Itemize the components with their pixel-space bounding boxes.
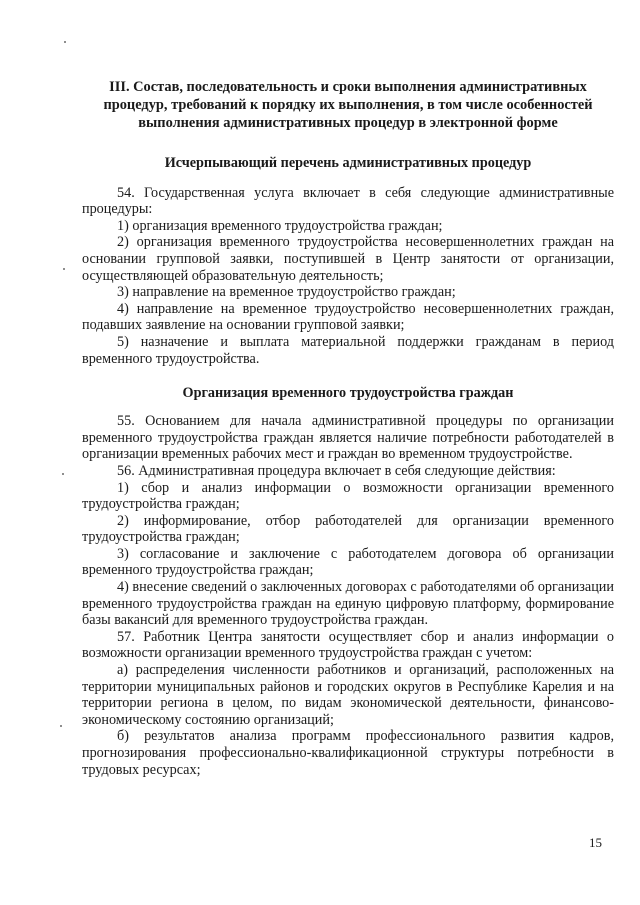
list-item: 1) организация временного трудоустройства граждан; (117, 217, 443, 234)
scan-speck (62, 473, 64, 475)
list-item: б) результатов анализа программ профессионального развития кадров, прогнозирования профессионально-квалификационной структуры потребности в трудовых ресурсах; (82, 728, 614, 778)
list-item: 3) направление на временное трудоустройство граждан; (117, 284, 456, 301)
list-item: 5) назначение и выплата материальной поддержки гражданам в период временного трудоустройства. (82, 333, 614, 367)
list-item: 3) согласование и заключение с работодателем договора об организации временного трудоустройства граждан; (82, 545, 614, 579)
section-subtitle: Исчерпывающий перечень административных процедур (164, 154, 532, 171)
page-number: 15 (589, 835, 602, 850)
section-title: III. Состав, последовательность и сроки выполнения административных процедур, требований к порядку их выполнения, в том числе особенностей выполнения административных процедур в электронной форме (103, 79, 593, 132)
list-item: 2) информирование, отбор работодателей для организации временного трудоустройства граждан; (82, 512, 614, 546)
list-item: 4) внесение сведений о заключенных договорах с работодателями об организации временного трудоустройства граждан на единую цифровую платформу, формирование базы вакансий для временного трудоустройства граждан. (82, 579, 614, 629)
list-item: 2) организация временного трудоустройства несовершеннолетних граждан на основании групповой заявки, поступившей в Центр занятости от организации, осуществляющей образовательную деятельность; (82, 234, 614, 284)
scan-speck (60, 725, 62, 727)
paragraph-54: 54. Государственная услуга включает в себя следующие административные процедуры: (82, 184, 614, 218)
list-item: 4) направление на временное трудоустройство несовершеннолетних граждан, подавших заявление на основании групповой заявки; (82, 300, 614, 334)
paragraph-55: 55. Основанием для начала административной процедуры по организации временного трудоустройства граждан является наличие потребности работодателей в организации временных рабочих мест и граждан во временном трудоустройстве. (82, 413, 614, 463)
paragraph-56: 56. Административная процедура включает в себя следующие действия: (117, 462, 556, 479)
list-item: а) распределения численности работников и организаций, расположенных на территории муниципальных районов и городских округов в Республике Карелия и на территории региона в целом, по видам экономической деятельности, финансово-экономическому состоянию организаций; (82, 662, 614, 728)
scan-speck (64, 41, 66, 43)
subsection-title: Организация временного трудоустройства граждан (182, 385, 514, 402)
paragraph-57: 57. Работник Центра занятости осуществляет сбор и анализ информации о возможности организации временного трудоустройства граждан с учетом: (82, 628, 614, 662)
document-body (82, 78, 614, 778)
scan-speck (63, 268, 65, 270)
list-item: 1) сбор и анализ информации о возможности организации временного трудоустройства граждан; (82, 479, 614, 513)
